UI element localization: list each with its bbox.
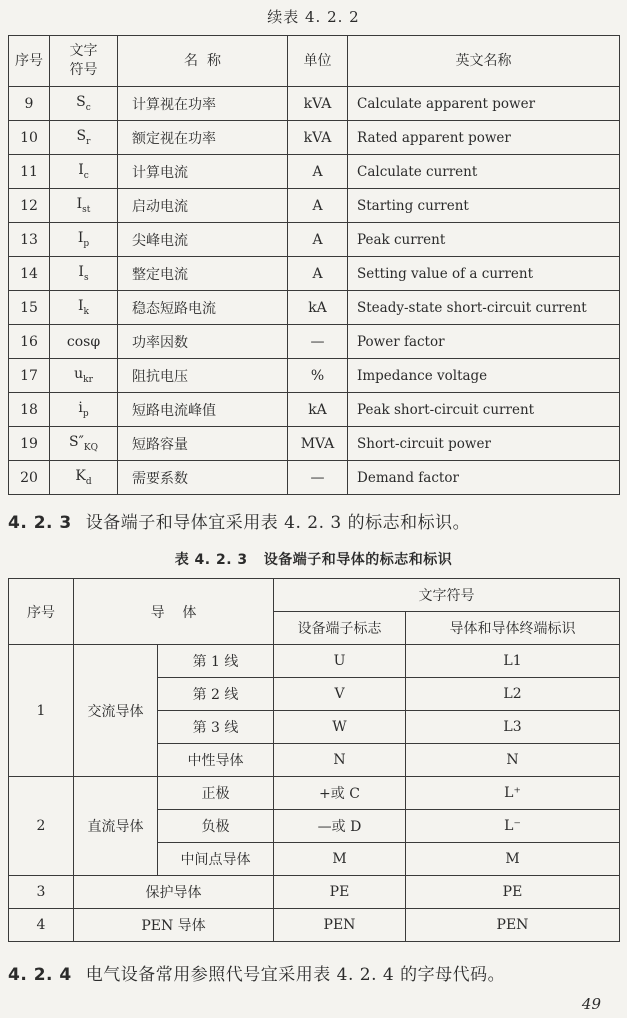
row-english: Calculate apparent power [348, 87, 620, 121]
symbol-subscript: s [83, 272, 89, 283]
row-index: 13 [9, 223, 50, 257]
symbol-base: I [78, 162, 84, 179]
row-unit: kA [288, 393, 348, 427]
row-name: 计算视在功率 [118, 87, 288, 121]
table-row [9, 189, 620, 223]
conductor-subtype: 第 2 线 [158, 678, 274, 711]
symbol-base: K [75, 468, 86, 485]
row-unit: A [288, 257, 348, 291]
symbol-base: I [76, 196, 83, 213]
row-index: 17 [9, 359, 50, 393]
symbol-subscript: c [83, 170, 89, 181]
table-row [9, 223, 620, 257]
symbol-base: cosφ [66, 333, 101, 350]
row-symbol [50, 461, 118, 495]
row-unit: — [288, 461, 348, 495]
terminal-mark: V [274, 678, 406, 711]
row-name: 额定视在功率 [118, 121, 288, 155]
header-text-symbol: 文字符号 [274, 579, 620, 612]
conductor-subtype: 中间点导体 [158, 843, 274, 876]
symbol-base: i [78, 400, 83, 417]
row-symbol [50, 155, 118, 189]
group-name: 直流导体 [74, 777, 158, 876]
symbol-subscript: d [85, 476, 92, 487]
symbol-subscript: k [83, 306, 89, 317]
conductor-mark: PEN [406, 909, 620, 942]
row-symbol [50, 189, 118, 223]
symbol-base: S″ [69, 434, 84, 451]
table-row [9, 121, 620, 155]
row-unit: kVA [288, 87, 348, 121]
symbol-base: I [77, 230, 84, 247]
row-unit: kVA [288, 121, 348, 155]
conductor-subtype: 正极 [158, 777, 274, 810]
table-row [9, 291, 620, 325]
group-index: 1 [9, 645, 74, 777]
row-name: 整定电流 [118, 257, 288, 291]
row-english: Rated apparent power [348, 121, 620, 155]
conductor-mark: N [406, 744, 620, 777]
table-row [9, 87, 620, 121]
clause-text: 电气设备常用参照代号宜采用表 4. 2. 4 的字母代码。 [85, 965, 506, 985]
terminal-mark: +或 C [274, 777, 406, 810]
row-symbol [50, 257, 118, 291]
terminal-mark: M [274, 843, 406, 876]
row-index: 11 [9, 155, 50, 189]
header-conductor: 导 体 [74, 579, 274, 645]
header-terminal: 设备端子标志 [274, 612, 406, 645]
row-symbol [50, 393, 118, 427]
row-english: Impedance voltage [348, 359, 620, 393]
table-row [9, 909, 620, 942]
header-index: 序号 [9, 579, 74, 645]
page-number: 49 [581, 995, 601, 1013]
table-row [9, 257, 620, 291]
row-unit: A [288, 155, 348, 189]
row-symbol [50, 223, 118, 257]
conductor-mark: L⁺ [406, 777, 620, 810]
group-name: PEN 导体 [74, 909, 274, 942]
row-index: 20 [9, 461, 50, 495]
row-symbol [50, 121, 118, 155]
conductor-subtype: 第 3 线 [158, 711, 274, 744]
terminal-mark: PE [274, 876, 406, 909]
row-symbol [50, 359, 118, 393]
clause-4-2-4 [8, 960, 505, 985]
row-index: 18 [9, 393, 50, 427]
group-index: 2 [9, 777, 74, 876]
conductor-mark: L⁻ [406, 810, 620, 843]
row-english: Calculate current [348, 155, 620, 189]
conductor-subtype: 中性导体 [158, 744, 274, 777]
symbol-base: I [78, 264, 84, 281]
table-row [9, 427, 620, 461]
symbol-base: I [78, 298, 84, 315]
terminal-mark: PEN [274, 909, 406, 942]
row-english: Peak short-circuit current [348, 393, 620, 427]
conductor-marking-table [8, 578, 620, 942]
row-index: 12 [9, 189, 50, 223]
clause-number: 4. 2. 4 [8, 965, 72, 985]
row-index: 9 [9, 87, 50, 121]
row-name: 阻抗电压 [118, 359, 288, 393]
row-index: 10 [9, 121, 50, 155]
clause-number: 4. 2. 3 [8, 513, 72, 533]
row-name: 短路电流峰值 [118, 393, 288, 427]
clause-text: 设备端子和导体宜采用表 4. 2. 3 的标志和标识。 [85, 513, 471, 533]
conductor-mark: L3 [406, 711, 620, 744]
group-name: 保护导体 [74, 876, 274, 909]
table2-caption: 表 4. 2. 3 设备端子和导体的标志和标识 [174, 552, 453, 568]
row-index: 16 [9, 325, 50, 359]
conductor-mark: PE [406, 876, 620, 909]
row-unit: kA [288, 291, 348, 325]
symbol-subscript: c [85, 102, 91, 113]
header-conductor-end: 导体和导体终端标识 [406, 612, 620, 645]
symbol-subscript: kr [83, 374, 93, 385]
row-english: Peak current [348, 223, 620, 257]
header-name: 名 称 [118, 36, 288, 87]
symbol-subscript: KQ [83, 442, 98, 453]
table-row [9, 645, 620, 678]
header-symbol: 文字 符号 [50, 36, 118, 87]
table-row [9, 461, 620, 495]
symbol-base: S [76, 94, 86, 111]
row-english: Power factor [348, 325, 620, 359]
symbol-subscript: r [86, 136, 91, 147]
row-unit: A [288, 189, 348, 223]
row-unit: — [288, 325, 348, 359]
header-english: 英文名称 [348, 36, 620, 87]
table-row [9, 777, 620, 810]
table-row [9, 155, 620, 189]
symbol-table [8, 35, 620, 495]
row-english: Starting current [348, 189, 620, 223]
row-symbol [50, 325, 118, 359]
conductor-mark: L2 [406, 678, 620, 711]
symbol-subscript: st [82, 204, 91, 215]
clause-4-2-3 [8, 508, 470, 533]
table-row [9, 393, 620, 427]
row-name: 需要系数 [118, 461, 288, 495]
row-unit: % [288, 359, 348, 393]
table-header-row [9, 36, 620, 87]
row-name: 尖峰电流 [118, 223, 288, 257]
symbol-base: u [74, 366, 84, 383]
row-name: 功率因数 [118, 325, 288, 359]
row-name: 计算电流 [118, 155, 288, 189]
row-unit: MVA [288, 427, 348, 461]
symbol-base: S [76, 128, 87, 145]
table1-caption: 续表 4. 2. 2 [267, 8, 360, 26]
row-english: Steady-state short-circuit current [348, 291, 620, 325]
conductor-mark: M [406, 843, 620, 876]
row-english: Demand factor [348, 461, 620, 495]
table-row [9, 325, 620, 359]
row-symbol [50, 291, 118, 325]
conductor-subtype: 负极 [158, 810, 274, 843]
row-symbol [50, 87, 118, 121]
row-name: 稳态短路电流 [118, 291, 288, 325]
table-header-row [9, 579, 620, 612]
header-unit: 单位 [288, 36, 348, 87]
row-index: 19 [9, 427, 50, 461]
row-symbol [50, 427, 118, 461]
group-index: 4 [9, 909, 74, 942]
group-name: 交流导体 [74, 645, 158, 777]
terminal-mark: N [274, 744, 406, 777]
group-index: 3 [9, 876, 74, 909]
row-english: Setting value of a current [348, 257, 620, 291]
symbol-subscript: p [83, 238, 90, 249]
row-name: 启动电流 [118, 189, 288, 223]
row-unit: A [288, 223, 348, 257]
symbol-subscript: p [82, 408, 89, 419]
terminal-mark: —或 D [274, 810, 406, 843]
row-english: Short-circuit power [348, 427, 620, 461]
row-index: 14 [9, 257, 50, 291]
table-row [9, 359, 620, 393]
header-index: 序号 [9, 36, 50, 87]
row-index: 15 [9, 291, 50, 325]
conductor-subtype: 第 1 线 [158, 645, 274, 678]
conductor-mark: L1 [406, 645, 620, 678]
table-row [9, 876, 620, 909]
row-name: 短路容量 [118, 427, 288, 461]
terminal-mark: W [274, 711, 406, 744]
terminal-mark: U [274, 645, 406, 678]
